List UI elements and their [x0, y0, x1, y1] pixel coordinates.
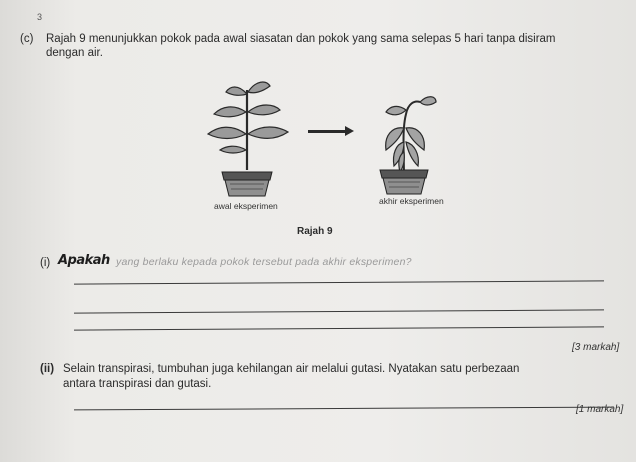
sub-question-ii-label: (ii): [40, 363, 55, 375]
sub-question-i-text: yang berlaku kepada pokok tersebut pada akhir eksperimen?: [116, 256, 412, 268]
handwritten-answer: Apakah: [58, 253, 110, 268]
answer-line: [74, 309, 604, 313]
figure-title: Rajah 9: [297, 226, 333, 237]
sub-question-i-label: (i): [40, 257, 51, 269]
arrow-right-icon: [345, 126, 354, 136]
plant-after-illustration: [362, 90, 452, 202]
page-number: 3: [37, 12, 43, 22]
question-stem-line-1: Rajah 9 menunjukkan pokok pada awal siasatan dan pokok yang sama selepas 5 hari tanpa disiram: [46, 33, 556, 45]
marks-allocation-ii: [1 markah]: [576, 404, 624, 415]
marks-allocation-i: [3 markah]: [572, 342, 620, 353]
arrow-line: [308, 130, 348, 133]
caption-after: akhir eksperimen: [379, 196, 444, 206]
question-stem-line-2: dengan air.: [46, 47, 103, 59]
answer-line: [74, 280, 604, 284]
answer-line: [74, 326, 604, 330]
plant-before-illustration: [200, 72, 300, 202]
sub-question-ii-line-1: Selain transpirasi, tumbuhan juga kehilangan air melalui gutasi. Nyatakan satu perbezaan: [63, 363, 520, 375]
question-part-label: (c): [20, 33, 34, 45]
caption-before: awal eksperimen: [214, 201, 278, 211]
answer-line: [74, 407, 614, 411]
sub-question-ii-line-2: antara transpirasi dan gutasi.: [63, 378, 212, 390]
